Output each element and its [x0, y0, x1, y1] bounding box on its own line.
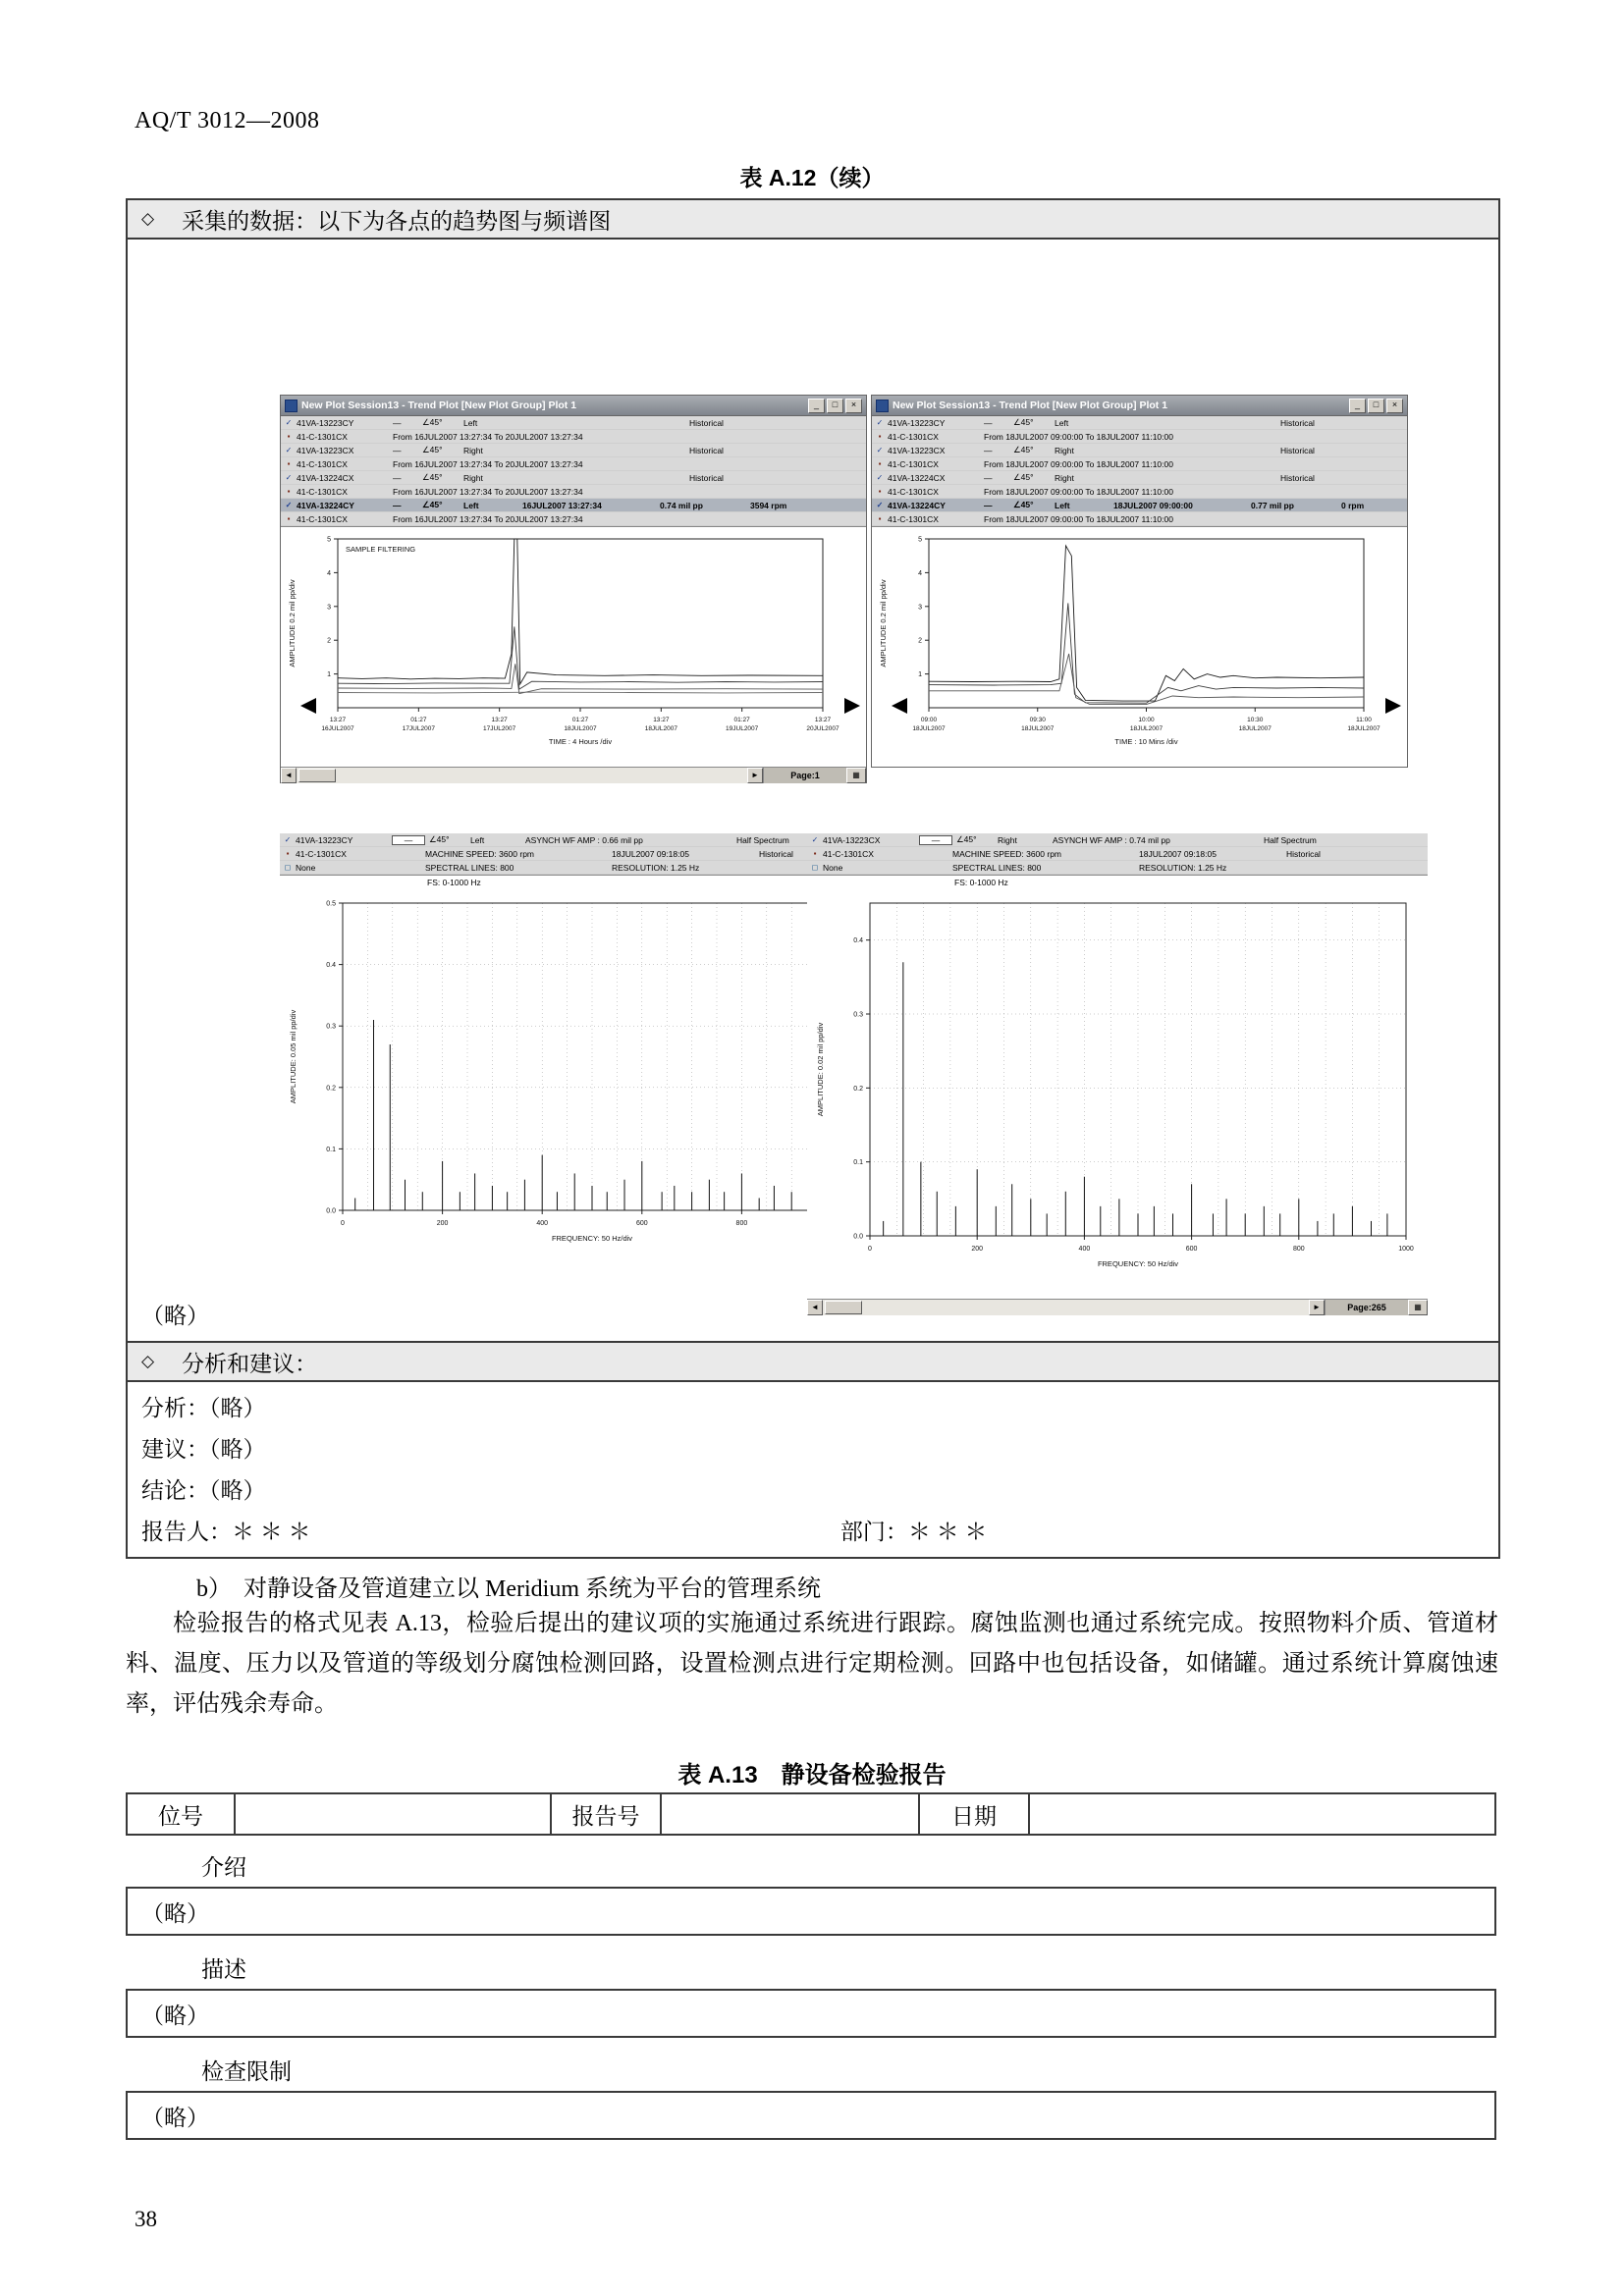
trend-plot-window-left	[280, 395, 867, 783]
svg-text:17JUL2007: 17JUL2007	[402, 725, 435, 732]
channel-cell: —	[393, 417, 402, 428]
channel-cell: RESOLUTION: 1.25 Hz	[1139, 862, 1227, 873]
channel-cell: Half Spectrum	[1264, 834, 1317, 845]
channel-row[interactable]	[281, 499, 866, 512]
tag-icon: ▪	[287, 432, 291, 441]
channel-cell: 41VA-13223CX	[888, 445, 946, 455]
channel-cell: ∠45°	[1013, 417, 1034, 427]
svg-text:1: 1	[918, 671, 922, 679]
channel-row[interactable]	[281, 485, 866, 499]
svg-text:3: 3	[327, 604, 331, 612]
channel-cell: —	[984, 500, 993, 510]
channel-cell: Left	[1055, 417, 1069, 428]
scroll-left-button[interactable]: ◄	[281, 768, 297, 783]
channel-cell: SPECTRAL LINES: 800	[952, 862, 1042, 873]
a13-section-content: （略）	[126, 1887, 1496, 1936]
scrollbar-track[interactable]	[823, 1300, 1309, 1315]
channel-cell: ASYNCH WF AMP : 0.74 mil pp	[1053, 834, 1170, 845]
channel-cell: 41VA-13224CX	[297, 472, 354, 483]
window-title: New Plot Session13 - Trend Plot [New Plot Group] Plot 1	[301, 400, 577, 411]
tag-icon: ▪	[878, 514, 882, 523]
window-controls	[808, 399, 862, 413]
check-icon: ✓	[285, 446, 293, 454]
a13-section-content: （略）	[126, 2091, 1496, 2140]
channel-cell: From 18JUL2007 09:00:00 To 18JUL2007 11:10:00	[984, 486, 1173, 497]
channel-cell: 18JUL2007 09:18:05	[612, 848, 689, 859]
minimize-button[interactable]: _	[808, 399, 825, 413]
spectrum-plot-right	[807, 833, 1428, 1314]
channel-cell: 41VA-13224CY	[297, 500, 354, 510]
spectrum-chart	[807, 891, 1426, 1299]
check-icon: ✓	[285, 473, 293, 482]
channel-cell: ASYNCH WF AMP : 0.66 mil pp	[525, 834, 643, 845]
svg-text:0.2: 0.2	[853, 1085, 863, 1093]
channel-cell: 41-C-1301CX	[823, 848, 874, 859]
scroll-right-button[interactable]: ►	[1309, 1300, 1325, 1315]
channel-cell: —	[392, 835, 425, 845]
svg-text:AMPLITUDE 0.2 mil pp/div: AMPLITUDE 0.2 mil pp/div	[288, 579, 297, 667]
trend-chart	[281, 527, 864, 767]
svg-text:0.3: 0.3	[853, 1011, 863, 1019]
doc-code: AQ/T 3012—2008	[135, 108, 320, 133]
horizontal-scrollbar[interactable]	[807, 1299, 1428, 1315]
channel-cell: 41-C-1301CX	[296, 848, 347, 859]
svg-text:17JUL2007: 17JUL2007	[483, 725, 516, 732]
channel-row[interactable]	[807, 847, 1428, 861]
svg-text:10:30: 10:30	[1247, 717, 1264, 723]
channel-cell: Left	[1055, 500, 1070, 510]
minimize-button[interactable]: _	[1349, 399, 1366, 413]
channel-cell: 18JUL2007 09:18:05	[1139, 848, 1217, 859]
a12-section2-label: 分析和建议：	[182, 1351, 318, 1376]
a13-section-label: 检查限制	[201, 2059, 292, 2084]
window-titlebar[interactable]	[281, 396, 866, 416]
channel-cell: Historical	[1280, 417, 1315, 428]
channel-list	[280, 833, 863, 876]
channel-cell: —	[393, 500, 402, 510]
fs-range-label: FS: 0-1000 Hz	[807, 876, 1428, 891]
svg-text:200: 200	[436, 1220, 449, 1227]
maximize-button[interactable]: □	[1368, 399, 1384, 413]
svg-text:13:27: 13:27	[653, 717, 670, 723]
channel-row[interactable]	[281, 416, 866, 430]
conclusion-line: 结论：（略）	[141, 1478, 266, 1503]
svg-text:0.2: 0.2	[326, 1085, 336, 1093]
channel-cell: 41VA-13224CY	[888, 500, 946, 510]
svg-text:FREQUENCY: 50 Hz/div: FREQUENCY: 50 Hz/div	[551, 1234, 633, 1243]
channel-cell: MACHINE SPEED: 3600 rpm	[952, 848, 1062, 859]
channel-cell: 16JUL2007 13:27:34	[522, 500, 602, 510]
svg-text:0.0: 0.0	[853, 1233, 863, 1241]
svg-text:18JUL2007: 18JUL2007	[912, 725, 946, 732]
channel-cell: None	[296, 862, 316, 873]
channel-cell: Historical	[1280, 472, 1315, 483]
svg-text:09:00: 09:00	[920, 717, 938, 723]
svg-text:0.1: 0.1	[853, 1159, 863, 1167]
channel-row[interactable]	[280, 833, 863, 847]
svg-text:13:27: 13:27	[329, 717, 347, 723]
channel-row[interactable]	[872, 444, 1407, 457]
svg-text:0.4: 0.4	[326, 962, 336, 970]
reporter-line: 报告人：＊ ＊ ＊	[141, 1520, 311, 1544]
channel-cell: 41-C-1301CX	[297, 486, 348, 497]
grid-button[interactable]: ▦	[846, 768, 866, 783]
svg-text:1: 1	[327, 671, 331, 679]
tag-icon: ▪	[878, 459, 882, 468]
item-b-line: b） 对静设备及管道建立以 Meridium 系统为平台的管理系统	[196, 1576, 821, 1602]
svg-text:0: 0	[341, 1220, 345, 1227]
channel-row[interactable]	[872, 485, 1407, 499]
channel-cell: RESOLUTION: 1.25 Hz	[612, 862, 700, 873]
m-icon: ◻	[811, 863, 819, 872]
channel-cell: 41-C-1301CX	[297, 431, 348, 442]
channel-cell: —	[919, 835, 952, 845]
department-line: 部门：＊ ＊ ＊	[839, 1520, 988, 1544]
channel-cell: 41VA-13223CX	[297, 445, 354, 455]
channel-row[interactable]	[872, 471, 1407, 485]
svg-text:01:27: 01:27	[571, 717, 589, 723]
analysis-line: 分析：（略）	[141, 1396, 266, 1420]
channel-cell: ∠45°	[422, 472, 443, 482]
channel-cell: From 16JUL2007 13:27:34 To 20JUL2007 13:27:34	[393, 486, 583, 497]
body-paragraph: 检验报告的格式见表 A.13，检验后提出的建议项的实施通过系统进行跟踪。腐蚀监测也通过系统完成。按照物料介质、管道材料、温度、压力以及管道的等级划分腐蚀检测回路，设置检测点进行定期检测。回路中也包括设备，如储罐。通过系统计算腐蚀速率，评估残余寿命。	[126, 1611, 1498, 1717]
svg-text:2: 2	[327, 637, 331, 645]
a12-section-analysis	[128, 1343, 1498, 1382]
diamond-icon: ◇	[141, 209, 155, 228]
svg-text:1000: 1000	[1398, 1246, 1414, 1253]
a13-cell-tag-label: 位号	[128, 1794, 236, 1834]
a13-section-label: 描述	[201, 1957, 246, 1982]
channel-cell: Right	[1055, 472, 1074, 483]
check-icon: ✓	[876, 418, 884, 427]
channel-cell: ∠45°	[422, 417, 443, 427]
channel-cell: SPECTRAL LINES: 800	[425, 862, 514, 873]
channel-list	[872, 416, 1407, 527]
tag-icon: ▪	[287, 487, 291, 496]
a13-section-content: （略）	[126, 1989, 1496, 2038]
channel-cell: 3594 rpm	[750, 500, 787, 510]
suggestion-line: 建议：（略）	[141, 1437, 266, 1462]
m-icon: ◻	[284, 863, 292, 872]
svg-text:600: 600	[1185, 1246, 1198, 1253]
svg-text:0: 0	[868, 1246, 872, 1253]
channel-cell: Historical	[1280, 445, 1315, 455]
svg-text:0.1: 0.1	[326, 1146, 336, 1153]
svg-text:10:00: 10:00	[1138, 717, 1155, 723]
a13-cell-tag-value	[236, 1794, 552, 1834]
close-button[interactable]: ×	[845, 399, 862, 413]
window-titlebar[interactable]	[872, 396, 1407, 416]
channel-cell: Historical	[759, 848, 793, 859]
svg-text:4: 4	[327, 569, 331, 577]
channel-cell: Right	[998, 834, 1017, 845]
close-button[interactable]: ×	[1386, 399, 1403, 413]
a13-cell-report-label: 报告号	[552, 1794, 662, 1834]
svg-text:13:27: 13:27	[491, 717, 508, 723]
channel-row[interactable]	[281, 471, 866, 485]
scrollbar-thumb[interactable]	[298, 769, 336, 782]
channel-cell: None	[823, 862, 843, 873]
channel-cell: 41-C-1301CX	[888, 458, 939, 469]
tag-icon: ▪	[286, 849, 290, 858]
scroll-left-button[interactable]: ◄	[807, 1300, 823, 1315]
page-indicator: Page:265	[1325, 1300, 1408, 1315]
svg-text:18JUL2007: 18JUL2007	[1347, 725, 1380, 732]
channel-row[interactable]	[872, 499, 1407, 512]
channel-row[interactable]	[872, 416, 1407, 430]
trend-chart	[872, 527, 1405, 767]
channel-cell: ∠45°	[429, 834, 450, 844]
svg-text:4: 4	[918, 569, 922, 577]
channel-cell: ∠45°	[1013, 472, 1034, 482]
channel-cell: From 16JUL2007 13:27:34 To 20JUL2007 13:27:34	[393, 513, 583, 524]
tag-icon: ▪	[287, 514, 291, 523]
channel-cell: From 16JUL2007 13:27:34 To 20JUL2007 13:27:34	[393, 458, 583, 469]
a12-section1-label: 采集的数据：以下为各点的趋势图与频谱图	[182, 208, 612, 234]
channel-cell: ∠45°	[422, 500, 443, 509]
channel-cell: —	[984, 445, 993, 455]
channel-cell: Left	[463, 417, 478, 428]
table-a12-title: 表 A.12（续）	[739, 165, 885, 190]
channel-cell: 41-C-1301CX	[297, 458, 348, 469]
channel-cell: 41VA-13223CY	[888, 417, 946, 428]
svg-text:09:30: 09:30	[1029, 717, 1046, 723]
channel-cell: From 18JUL2007 09:00:00 To 18JUL2007 11:10:00	[984, 458, 1173, 469]
channel-row[interactable]	[872, 430, 1407, 444]
svg-text:TIME : 10 Mins /div: TIME : 10 Mins /div	[1114, 737, 1178, 746]
table-a13-title: 表 A.13 静设备检验报告	[677, 1762, 947, 1789]
svg-text:01:27: 01:27	[733, 717, 750, 723]
svg-text:16JUL2007: 16JUL2007	[321, 725, 354, 732]
channel-list	[807, 833, 1428, 876]
a12-plots-area	[128, 240, 1498, 1343]
channel-cell: Historical	[689, 417, 724, 428]
svg-text:0.0: 0.0	[326, 1207, 336, 1215]
svg-text:20JUL2007: 20JUL2007	[806, 725, 839, 732]
channel-cell: Right	[1055, 445, 1074, 455]
svg-text:0.4: 0.4	[853, 937, 863, 945]
a12-analysis-block	[128, 1382, 1498, 1557]
channel-cell: ∠45°	[1013, 500, 1034, 509]
svg-text:AMPLITUDE: 0.05 mil pp/div: AMPLITUDE: 0.05 mil pp/div	[289, 1009, 298, 1104]
diamond-icon: ◇	[141, 1352, 155, 1370]
svg-text:01:27: 01:27	[410, 717, 427, 723]
page-indicator: Page:1	[763, 768, 846, 783]
channel-cell: 0.74 mil pp	[660, 500, 703, 510]
channel-cell: 41VA-13223CY	[297, 417, 354, 428]
trend-plot-window-right	[871, 395, 1408, 768]
channel-row[interactable]	[281, 457, 866, 471]
table-a12	[126, 198, 1500, 1559]
channel-cell: 41VA-13223CY	[296, 834, 353, 845]
maximize-button[interactable]: □	[827, 399, 843, 413]
channel-cell: 41-C-1301CX	[888, 486, 939, 497]
fs-range-label: FS: 0-1000 Hz	[280, 876, 863, 891]
channel-cell: MACHINE SPEED: 3600 rpm	[425, 848, 535, 859]
channel-cell: —	[984, 472, 993, 483]
svg-text:TIME : 4 Hours /div: TIME : 4 Hours /div	[548, 737, 613, 746]
channel-cell: 41-C-1301CX	[888, 513, 939, 524]
omitted-note: （略）	[141, 1304, 209, 1328]
svg-text:200: 200	[971, 1246, 984, 1253]
spectrum-plot-left	[280, 833, 863, 1273]
check-icon: ✓	[876, 446, 884, 454]
svg-text:2: 2	[918, 637, 922, 645]
svg-text:FREQUENCY: 50 Hz/div: FREQUENCY: 50 Hz/div	[1097, 1259, 1179, 1268]
tag-icon: ▪	[813, 849, 817, 858]
scroll-right-button[interactable]: ►	[747, 768, 763, 783]
channel-cell: Left	[463, 500, 479, 510]
channel-cell: Historical	[689, 445, 724, 455]
channel-cell: ∠45°	[422, 445, 443, 454]
channel-cell: From 18JUL2007 09:00:00 To 18JUL2007 11:10:00	[984, 431, 1173, 442]
channel-cell: 41-C-1301CX	[888, 431, 939, 442]
a13-cell-report-value	[662, 1794, 920, 1834]
svg-text:600: 600	[635, 1220, 648, 1227]
svg-text:18JUL2007: 18JUL2007	[644, 725, 677, 732]
check-icon: ✓	[285, 501, 293, 509]
channel-row[interactable]	[281, 430, 866, 444]
svg-text:13:27: 13:27	[814, 717, 832, 723]
svg-text:400: 400	[536, 1220, 549, 1227]
a13-cell-date-value	[1030, 1794, 1494, 1834]
channel-cell: From 18JUL2007 09:00:00 To 18JUL2007 11:10:00	[984, 513, 1173, 524]
check-icon: ✓	[284, 835, 292, 844]
a13-cell-date-label: 日期	[920, 1794, 1030, 1834]
svg-text:800: 800	[735, 1220, 748, 1227]
svg-text:18JUL2007: 18JUL2007	[564, 725, 597, 732]
svg-text:3: 3	[918, 604, 922, 612]
svg-text:11:00: 11:00	[1356, 717, 1372, 723]
tag-icon: ▪	[287, 459, 291, 468]
svg-text:5: 5	[918, 536, 922, 544]
grid-button[interactable]: ▦	[1408, 1300, 1428, 1315]
channel-cell: —	[393, 445, 402, 455]
window-title: New Plot Session13 - Trend Plot [New Plot Group] Plot 1	[893, 400, 1168, 411]
channel-row[interactable]	[281, 444, 866, 457]
channel-list	[281, 416, 866, 527]
channel-cell: Left	[470, 834, 485, 845]
channel-cell: 41-C-1301CX	[297, 513, 348, 524]
svg-text:0.5: 0.5	[326, 900, 336, 908]
check-icon: ✓	[876, 473, 884, 482]
channel-cell: 41VA-13224CX	[888, 472, 946, 483]
svg-text:0.3: 0.3	[326, 1023, 336, 1031]
channel-cell: 41VA-13223CX	[823, 834, 881, 845]
channel-cell: From 16JUL2007 13:27:34 To 20JUL2007 13:27:34	[393, 431, 583, 442]
spectrum-chart	[280, 891, 861, 1273]
page-number: 38	[135, 2207, 157, 2231]
channel-cell: Right	[463, 445, 483, 455]
channel-row[interactable]	[281, 512, 866, 526]
a13-header-row	[126, 1792, 1496, 1836]
tag-icon: ▪	[878, 487, 882, 496]
channel-cell: —	[984, 417, 993, 428]
svg-text:800: 800	[1292, 1246, 1305, 1253]
channel-cell: ∠45°	[956, 834, 977, 844]
a13-section-label: 介绍	[201, 1855, 246, 1880]
svg-text:400: 400	[1078, 1246, 1091, 1253]
svg-text:19JUL2007: 19JUL2007	[726, 725, 759, 732]
svg-text:18JUL2007: 18JUL2007	[1021, 725, 1055, 732]
svg-text:AMPLITUDE: 0.02 mil pp/div: AMPLITUDE: 0.02 mil pp/div	[816, 1022, 825, 1117]
channel-cell: Historical	[689, 472, 724, 483]
app-icon	[285, 400, 298, 412]
horizontal-scrollbar[interactable]	[281, 767, 866, 783]
tag-icon: ▪	[878, 432, 882, 441]
channel-row[interactable]	[872, 512, 1407, 526]
channel-cell: Historical	[1286, 848, 1321, 859]
svg-text:AMPLITUDE 0.2 mil pp/div: AMPLITUDE 0.2 mil pp/div	[879, 579, 888, 667]
channel-cell: 18JUL2007 09:00:00	[1113, 500, 1193, 510]
channel-cell: 0 rpm	[1341, 500, 1365, 510]
channel-row[interactable]	[280, 861, 863, 875]
scrollbar-track[interactable]	[297, 768, 747, 783]
check-icon: ✓	[285, 418, 293, 427]
channel-cell: —	[393, 472, 402, 483]
svg-text:SAMPLE FILTERING: SAMPLE FILTERING	[346, 545, 416, 554]
scrollbar-thumb[interactable]	[825, 1301, 862, 1314]
check-icon: ✓	[811, 835, 819, 844]
svg-text:5: 5	[327, 536, 331, 544]
channel-cell: Right	[463, 472, 483, 483]
check-icon: ✓	[876, 501, 884, 509]
svg-text:18JUL2007: 18JUL2007	[1129, 725, 1164, 732]
window-controls	[1349, 399, 1403, 413]
channel-cell: ∠45°	[1013, 445, 1034, 454]
svg-text:18JUL2007: 18JUL2007	[1238, 725, 1272, 732]
app-icon	[876, 400, 889, 412]
channel-row[interactable]	[872, 457, 1407, 471]
channel-cell: 0.77 mil pp	[1251, 500, 1294, 510]
a12-section-collected-data	[128, 200, 1498, 240]
channel-cell: Half Spectrum	[736, 834, 789, 845]
channel-row[interactable]	[280, 847, 863, 861]
channel-row[interactable]	[807, 833, 1428, 847]
channel-row[interactable]	[807, 861, 1428, 875]
